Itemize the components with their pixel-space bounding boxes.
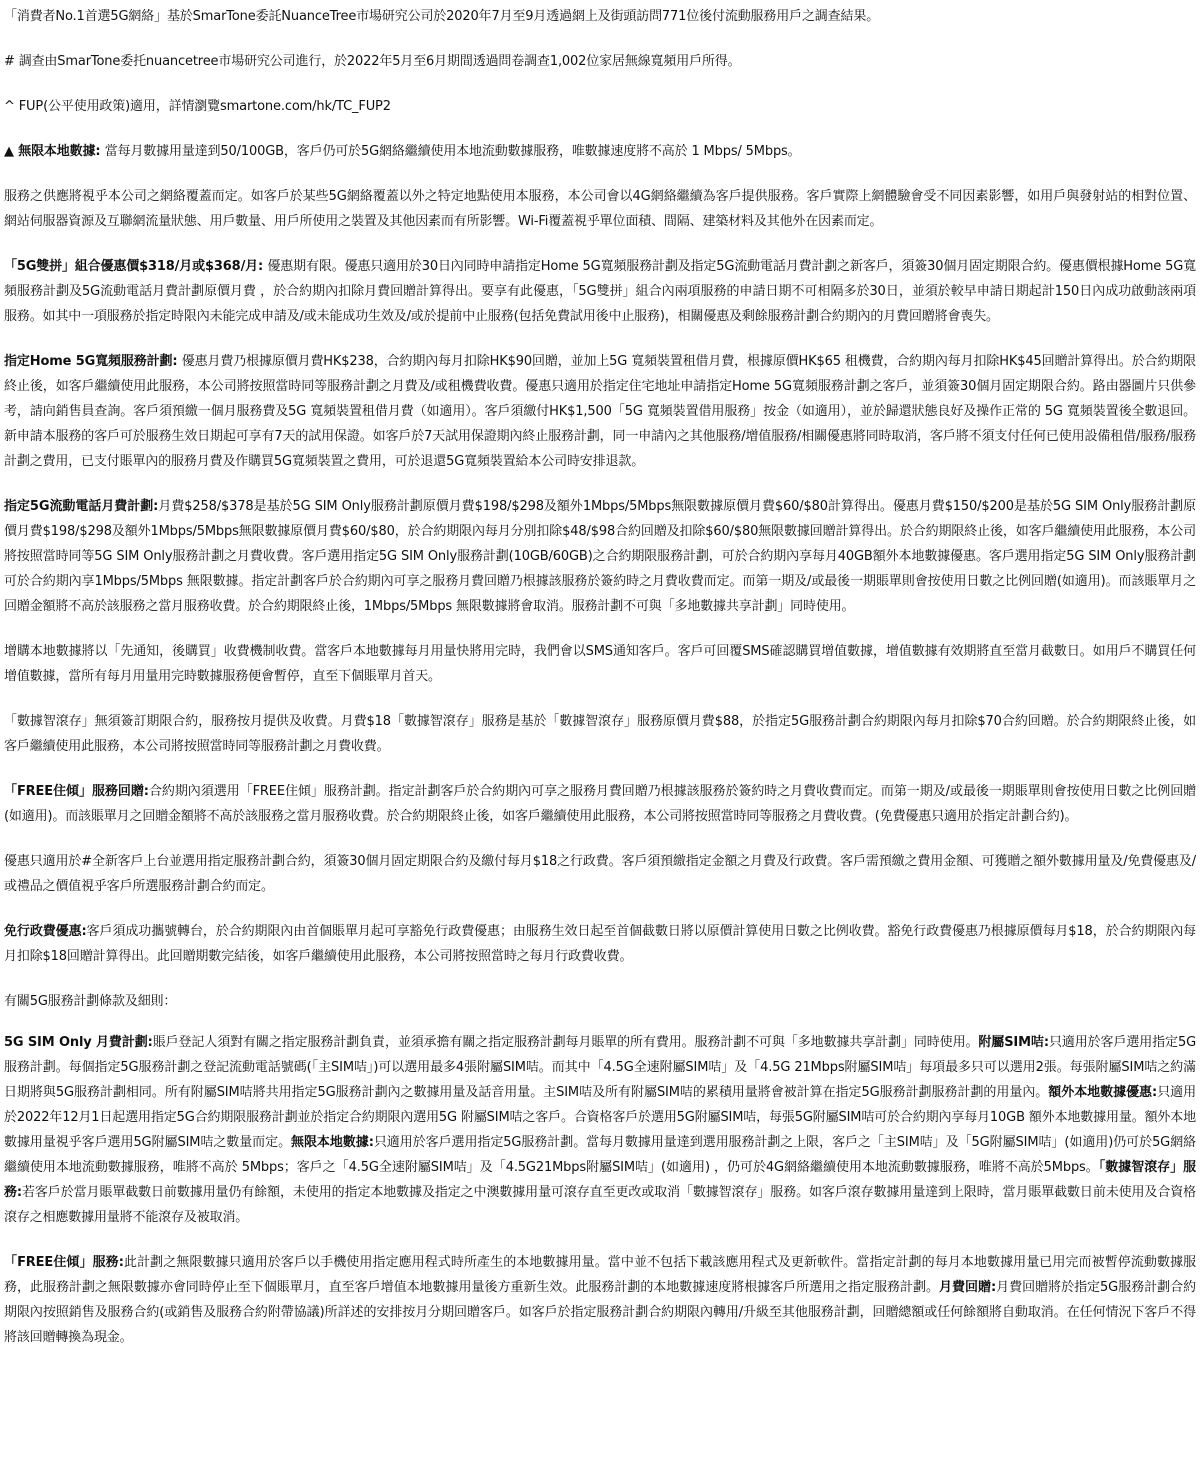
para-15-text-2: 只適用於客戶選用指定5G服務計劃。每個指定5G服務計劃之登記流動電話號碼(「主SIM咭」)可以選用最多4張附屬SIM咭。而其中「4.5G全速附屬SIM咭」及「4.5G 21Mbps附屬SIM咭」每項最多只可以選用2張。每張附屬SIM咭之約滿日期將與5G服務計劃相同。所有附屬SIM咭將共用指定5G服務計劃內之數據用量及話音用量。主SIM咭及所有附屬SIM咭的累積用量將會被計算在指定5G服務計劃服務計劃的用量內。 — [4, 1035, 1196, 1100]
para-15-text-5: 若客戶於當月賬單截數日前數據用量仍有餘額，未使用的指定本地數據及指定之中澳數據用量可滾存直至更改或取消「數據智滾存」服務。如客戶滾存數據用量達到上限時，當月賬單截數日前未使用及合資格滾存之相應數據用量將不能滾存及被取消。 — [4, 1185, 1196, 1225]
para-15-text-4: 只適用於客戶選用指定5G服務計劃。當每月數據用量達到選用服務計劃之上限，客戶之「主SIM咭」及「5G附屬SIM咭」(如適用)仍可於5G網絡繼續使用本地流動數據服務，唯將不高於 5Mbps；客戶之「4.5G全速附屬SIM咭」及「4.5G21Mbps附屬SIM咭」(如適用) ，仍可於4G網絡繼續使用本地流動數據服務，唯將不高於5Mbps。 — [4, 1135, 1196, 1175]
para-11-heading: 「FREE住傾」服務回贈: — [4, 784, 149, 799]
para-9 — [4, 639, 1196, 689]
para-8-text: 月費$258/$378是基於5G SIM Only服務計劃原價月費$198/$298及額外1Mbps/5Mbps無限數據原價月費$60/$80計算得出。優惠月費$150/$200是基於5G SIM Only服務計劃原價月費$198/$298及額外1Mbps/5Mbps無限數據原價月費$60/$80，於合約期限內每月分別扣除$48/$98合約回贈及扣除$60/$80無限數據回贈計算得出。於合約期限終止後，如客戶繼續使用此服務，本公司將按照當時同等5G SIM Only服務計劃之月費收費。客戶選用指定5G SIM Only服務計劃(10GB/60GB)之合約期限服務計劃，可於合約期內享每月40GB額外本地數據優惠。客戶選用指定5G SIM Only服務計劃可於合約期內享1Mbps/5Mbps 無限數據。指定計劃客戶於合約期內可享之服務月費回贈乃根據該服務於簽約時之月費收費而定。而第一期及/或最後一期賬單則會按使用日數之比例回贈(如適用)。而該賬單月之回贈金額將不高於該服務之當月服務收費。於合約期限終止後，1Mbps/5Mbps 無限數據將會取消。服務計劃不可與「多地數據共享計劃」同時使用。 — [4, 499, 1196, 614]
para-11 — [4, 779, 1196, 829]
para-15-text-3: 只適用於2022年12月1日起選用指定5G合約期限服務計劃並於指定合約期限內選用5G 附屬SIM咭之客戶。合資格客戶於選用5G附屬SIM咭，每張5G附屬SIM咭可於合約期內享每月10GB 額外本地數據用量。額外本地數據用量視乎客戶選用5G附屬SIM咭之數量而定。 — [4, 1085, 1196, 1150]
para-13-heading: 免行政費優惠: — [4, 924, 87, 939]
para-15-heading-2: 附屬SIM咭: — [978, 1035, 1049, 1050]
para-6-text: 優惠期有限。優惠只適用於30日內同時申請指定Home 5G寬頻服務計劃及指定5G流動電話月費計劃之新客戶，須簽30個月固定期限合約。優惠價根據Home 5G寬頻服務計劃及5G流動電話月費計劃原價月費 ，於合約期內扣除月費回贈計算得出。要享有此優惠，「5G雙拼」組合內兩項服務的申請日期不可相隔多於30日，並須於較早申請日期起計150日內成功啟動該兩項服務。如其中一項服務於指定時限內未能完成申請及/或未能成功生效及/或於提前中止服務(包括免費試用後中止服務)，相關優惠及剩餘服務計劃合約期內的月費回贈將會喪失。 — [4, 259, 1196, 324]
para-16-heading-2: 月費回贈: — [939, 1280, 997, 1295]
para-16-heading-1: 「FREE住傾」服務: — [4, 1255, 124, 1270]
para-12 — [4, 849, 1196, 899]
para-15-heading-5: 「數據智滾存」服務: — [4, 1160, 1196, 1200]
para-15-heading-1: 5G SIM Only 月費計劃: — [4, 1035, 153, 1050]
para-12-text: 優惠只適用於#全新客戶上台並選用指定服務計劃合約，須簽30個月固定期限合約及繳付每月$18之行政費。客戶須預繳指定金額之月費及行政費。客戶需預繳之費用金額、可獲贈之額外數據用量及/免費優惠及/或禮品之價值視乎客戶所選服務計劃合約而定。 — [4, 854, 1196, 894]
para-1 — [4, 4, 1196, 29]
para-16-text-2: 月費回贈將於指定5G服務計劃合約期限內按照銷售及服務合約(或銷售及服務合約附帶協議)所詳述的安排按月分期回贈客戶。如客戶於指定服務計劃合約期限內轉用/升級至其他服務計劃，回贈總額或任何餘額將自動取消。在任何情況下客戶不得將該回贈轉換為現金。 — [4, 1280, 1197, 1345]
para-16-text-1: 此計劃之無限數據只適用於客戶以手機使用指定應用程式時所產生的本地數據用量。當中並不包括下載該應用程式及更新軟件。當指定計劃的每月本地數據用量已用完而被暫停流動數據服務，此服務計劃之無限數據亦會同時停止至下個賬單月，直至客戶增值本地數據用量後方重新生效。此服務計劃的本地數據速度將根據客戶所選用之指定服務計劃。 — [4, 1255, 1196, 1295]
para-14 — [4, 989, 1196, 1014]
para-13-text: 客戶須成功攜號轉台，於合約期限內由首個賬單月起可享豁免行政費優惠；由服務生效日起至首個截數日將以原價計算使用日數之比例收費。豁免行政費優惠乃根據原價每月$18，於合約期限內每月扣除$18回贈計算得出。此回贈期數完結後，如客戶繼續使用此服務，本公司將按照當時之每月行政費收費。 — [4, 924, 1197, 964]
para-5 — [4, 184, 1196, 234]
para-2 — [4, 49, 1196, 74]
para-3-text: ^ FUP(公平使用政策)適用，詳情瀏覽smartone.com/hk/TC_FUP2 — [4, 99, 391, 114]
para-5-text: 服務之供應將視乎本公司之網絡覆蓋而定。如客戶於某些5G網絡覆蓋以外之特定地點使用本服務，本公司會以4G網絡繼續為客戶提供服務。客戶實際上網體驗會受不同因素影響，如用戶與發射站的相對位置、網站伺服器資源及互聯網流量狀態、用戶數量、用戶所使用之裝置及其他因素而有所影響。Wi-Fi覆蓋視乎單位面積、間隔、建築材料及其他外在因素而定。 — [4, 189, 1196, 229]
para-6-heading: 「5G雙拼」組合優惠價$318/月或$368/月: — [4, 259, 268, 274]
para-7-heading: 指定Home 5G寬頻服務計劃: — [4, 354, 182, 369]
para-4-text: 當每月數據用量達到50/100GB，客戶仍可於5G網絡繼續使用本地流動數據服務，唯數據速度將不高於 1 Mbps/ 5Mbps。 — [104, 144, 801, 159]
para-3 — [4, 94, 1196, 119]
para-15-text-1: 賬戶登記人須對有關之指定服務計劃負責，並須承擔有關之指定服務計劃每月賬單的所有費用。服務計劃不可與「多地數據共享計劃」同時使用。 — [152, 1035, 979, 1050]
para-7 — [4, 349, 1196, 474]
para-9-text: 增購本地數據將以「先通知，後購買」收費機制收費。當客戶本地數據每月用量快將用完時，我們會以SMS通知客戶。客戶可回覆SMS確認購買增值數據，增值數據有效期將直至當月截數日。如用戶不購買任何增值數據，當所有每月用量用完時數據服務便會暫停，直至下個賬單月首天。 — [4, 644, 1196, 684]
para-4 — [4, 139, 1196, 164]
para-11-text: 合約期內須選用「FREE住傾」服務計劃。指定計劃客戶於合約期內可享之服務月費回贈乃根據該服務於簽約時之月費收費而定。而第一期及/或最後一期賬單則會按使用日數之比例回贈(如適用)。而該賬單月之回贈金額將不高於該服務之當月服務收費。於合約期限終止後，如客戶繼續使用此服務，本公司將按照當時同等服務之月費收費。(免費優惠只適用於指定計劃合約)。 — [4, 784, 1196, 824]
para-15-heading-3: 額外本地數據優惠: — [1048, 1085, 1158, 1100]
para-7-text: 優惠月費乃根據原價月費HK$238，合約期內每月扣除HK$90回贈，並加上5G 寬頻裝置租借月費，根據原價HK$65 租機費，合約期內每月扣除HK$45回贈計算得出。於合約期限終止後，如客戶繼續使用此服務，本公司將按照當時同等服務計劃之月費及/或租機費收費。優惠只適用於指定住宅地址申請指定Home 5G寬頻服務計劃之客戶，並須簽30個月固定期限合約。路由器圖片只供參考，請向銷售員查詢。客戶須預繳一個月服務費及5G 寬頻裝置租借月費（如適用）。客戶須繳付HK$1,500「5G 寬頻裝置借用服務」按金（如適用），並於歸還狀態良好及操作正常的 5G 寬頻裝置後全數退回。新申請本服務的客戶可於服務生效日期起可享有7天的試用保證。如客戶於7天試用保證期內終止服務計劃，同一申請內之其他服務/增值服務/相關優惠將同時取消，客戶將不須支付任何已使用設備租借/服務/服務計劃之費用，已支付賬單內的服務月費及作購買5G寬頻裝置之費用，可於退還5G寬頻裝置給本公司時安排退款。 — [4, 354, 1197, 469]
para-10-text: 「數據智滾存」無須簽訂期限合約，服務按月提供及收費。月費$18「數據智滾存」服務是基於「數據智滾存」服務原價月費$88，於指定5G服務計劃合約期限內每月扣除$70合約回贈。於合約期限終止後，如客戶繼續使用此服務，本公司將按照當時同等服務計劃之月費收費。 — [4, 714, 1196, 754]
para-8 — [4, 494, 1196, 619]
para-14-text: 有關5G服務計劃條款及細則： — [4, 994, 177, 1009]
para-15 — [4, 1030, 1196, 1230]
para-2-text: # 調查由SmarTone委托nuancetree市場研究公司進行，於2022年5月至6月期間透過問卷調查1,002位家居無線寬頻用戶所得。 — [4, 54, 741, 69]
para-6 — [4, 254, 1196, 329]
para-4-heading: ▲ 無限本地數據: — [4, 144, 105, 159]
para-16 — [4, 1250, 1196, 1350]
para-15-heading-4: 無限本地數據: — [291, 1135, 374, 1150]
para-10 — [4, 709, 1196, 759]
para-8-heading: 指定5G流動電話月費計劃: — [4, 499, 159, 514]
para-1-text: 「消費者No.1首選5G網絡」基於SmarTone委託NuanceTree市場研究公司於2020年7月至9月透過網上及街頭訪問771位後付流動服務用戶之調查結果。 — [4, 9, 880, 24]
para-13 — [4, 919, 1196, 969]
